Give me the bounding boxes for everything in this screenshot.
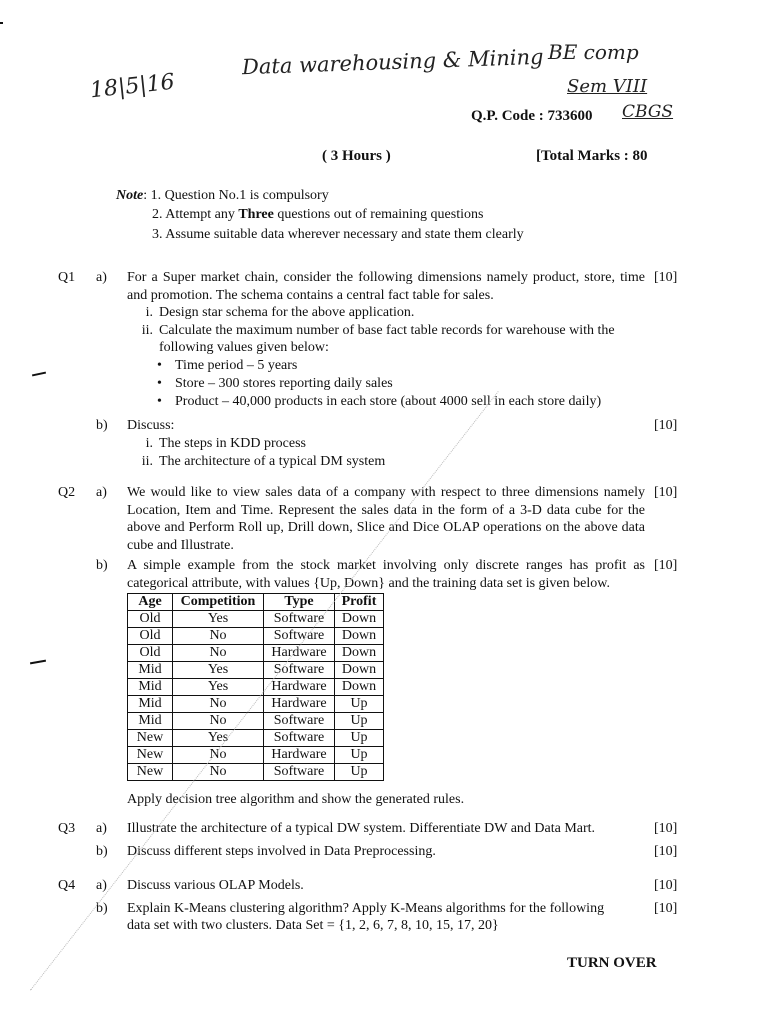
q4b-text-line-2: data set with two clusters. Data Set = {1, 2, 6, 7, 8, 10, 15, 17, 20} — [127, 918, 499, 933]
table-cell: No — [173, 645, 264, 662]
q1b-sub-2-num: ii. — [141, 454, 153, 469]
q2a-part: a) — [96, 485, 107, 500]
q2b-after-text: Apply decision tree algorithm and show the generated rules. — [127, 792, 465, 807]
q1a-sub-2-cont-text: following values given below: — [159, 340, 329, 355]
q4b-text-line-1: Explain K-Means clustering algorithm? Apply K-Means algorithms for the following — [127, 901, 605, 916]
q1a-sub-2 — [133, 322, 615, 340]
q2b-marks: [10] — [654, 558, 678, 573]
note-colon: : — [143, 188, 151, 203]
note-item-2-prefix: 2. Attempt any — [152, 207, 239, 222]
training-data-table — [127, 593, 384, 781]
q3a-marks: [10] — [654, 821, 678, 836]
table-cell: Hardware — [264, 679, 335, 696]
table-cell: Hardware — [264, 696, 335, 713]
table-cell: Software — [264, 662, 335, 679]
q2b-part: b) — [96, 558, 108, 573]
q1a-bullet-2 — [157, 375, 393, 393]
handwritten-semester: Sem VIII — [567, 76, 648, 97]
q3-label: Q3 — [58, 821, 76, 836]
handwritten-date: 18|5|16 — [88, 69, 176, 104]
note-item-2 — [152, 206, 483, 224]
q1a-sub-1-num: i. — [145, 305, 153, 320]
table-row — [128, 611, 384, 628]
q2a-marks: [10] — [654, 485, 678, 500]
handwritten-subject: Data warehousing & Mining — [241, 44, 544, 80]
table-cell: Yes — [173, 730, 264, 747]
table-cell: Software — [264, 713, 335, 730]
note-item-2-suffix: questions out of remaining questions — [273, 207, 484, 222]
q4a-part: a) — [96, 878, 107, 893]
q1b-text: Discuss: — [127, 418, 175, 433]
total-marks: [Total Marks : 80 — [536, 148, 648, 164]
table-row — [128, 713, 384, 730]
q2b-text: A simple example from the stock market involving only discrete ranges has profit as categorical attribute, with values {Up, Down} and the training data set is given below. — [127, 558, 645, 591]
q1a-bullet-3-text: Product – 40,000 products in each store (about 4000 sell in each store daily) — [175, 394, 602, 409]
q1a-text: For a Super market chain, consider the following dimensions namely product, store, time and promotion. The schema contains a central fact table for sales. — [127, 270, 645, 303]
q1a-marks: [10] — [654, 270, 678, 285]
table-cell: Hardware — [264, 645, 335, 662]
table-cell: Mid — [128, 679, 173, 696]
margin-dash-mark — [30, 660, 46, 665]
table-header-age: Age — [128, 594, 173, 611]
q4a-marks: [10] — [654, 878, 678, 893]
handwritten-course: BE comp — [548, 40, 639, 64]
table-cell: Software — [264, 764, 335, 781]
table-cell: Mid — [128, 713, 173, 730]
table-row — [128, 662, 384, 679]
table-cell: Old — [128, 645, 173, 662]
q4a-text: Discuss various OLAP Models. — [127, 878, 304, 893]
q1b-part: b) — [96, 418, 108, 433]
q3b-marks: [10] — [654, 844, 678, 859]
q1b-sub-1 — [133, 435, 306, 453]
q1a-bullet-1 — [157, 357, 297, 375]
table-cell: Software — [264, 611, 335, 628]
q3b-text: Discuss different steps involved in Data Preprocessing. — [127, 844, 436, 859]
table-cell: Up — [335, 696, 384, 713]
q1a-sub-1 — [133, 304, 414, 322]
table-cell: Old — [128, 628, 173, 645]
note-line-1 — [116, 187, 329, 205]
bullet-icon: • — [157, 394, 162, 409]
q3a-part: a) — [96, 821, 107, 836]
table-cell: Down — [335, 628, 384, 645]
note-item-2-bold: Three — [238, 207, 274, 222]
bullet-icon: • — [157, 358, 162, 373]
table-cell: No — [173, 764, 264, 781]
q1b-sub-2 — [133, 453, 385, 471]
qp-code: Q.P. Code : 733600 — [471, 108, 593, 124]
table-cell: No — [173, 628, 264, 645]
table-cell: Down — [335, 645, 384, 662]
turn-over: TURN OVER — [567, 955, 657, 971]
q1b-sub-1-num: i. — [145, 436, 153, 451]
table-cell: Yes — [173, 679, 264, 696]
table-cell: New — [128, 747, 173, 764]
table-cell: No — [173, 747, 264, 764]
q1a-bullet-1-text: Time period – 5 years — [175, 358, 298, 373]
table-cell: Up — [335, 764, 384, 781]
table-cell: Software — [264, 730, 335, 747]
q4b-part: b) — [96, 901, 108, 916]
table-cell: Mid — [128, 696, 173, 713]
table-cell: Yes — [173, 662, 264, 679]
q1-label: Q1 — [58, 270, 76, 285]
q1a-part: a) — [96, 270, 107, 285]
table-row — [128, 628, 384, 645]
table-cell: Down — [335, 679, 384, 696]
corner-dot-mark — [0, 22, 3, 24]
table-row — [128, 730, 384, 747]
table-row — [128, 679, 384, 696]
handwritten-scheme: CBGS — [622, 102, 674, 122]
q4-label: Q4 — [58, 878, 76, 893]
table-cell: No — [173, 713, 264, 730]
q4b-marks: [10] — [654, 901, 678, 916]
table-header-type: Type — [264, 594, 335, 611]
q1a-sub-1-text: Design star schema for the above application. — [159, 305, 415, 320]
q2-label: Q2 — [58, 485, 76, 500]
table-row — [128, 747, 384, 764]
bullet-icon: • — [157, 376, 162, 391]
q1a-bullet-2-text: Store – 300 stores reporting daily sales — [175, 376, 393, 391]
note-item-1: 1. Question No.1 is compulsory — [150, 188, 329, 203]
q1b-marks: [10] — [654, 418, 678, 433]
table-cell: New — [128, 730, 173, 747]
q2a-text: We would like to view sales data of a company with respect to three dimensions namely Location, Item and Time. Represent the sales data in the form of a 3-D data cube for the above and Perform Roll up, Drill down, Slice and Dice OLAP operations on the above data cube and Illustrate. — [127, 485, 645, 553]
table-header-row — [128, 594, 384, 611]
table-row — [128, 764, 384, 781]
table-cell: Up — [335, 747, 384, 764]
table-cell: Down — [335, 611, 384, 628]
table-cell: Yes — [173, 611, 264, 628]
margin-dash-mark — [32, 372, 46, 377]
table-cell: Up — [335, 713, 384, 730]
table-header-competition: Competition — [173, 594, 264, 611]
table-cell: Old — [128, 611, 173, 628]
table-cell: No — [173, 696, 264, 713]
q1a-sub-2-text: Calculate the maximum number of base fact table records for warehouse with the — [159, 323, 615, 338]
note-item-3: 3. Assume suitable data wherever necessary and state them clearly — [152, 227, 524, 242]
q1b-sub-1-text: The steps in KDD process — [159, 436, 306, 451]
q3b-part: b) — [96, 844, 108, 859]
table-cell: Mid — [128, 662, 173, 679]
q1a-bullet-3 — [157, 393, 601, 411]
duration: ( 3 Hours ) — [322, 148, 391, 164]
q3a-text: Illustrate the architecture of a typical DW system. Differentiate DW and Data Mart. — [127, 821, 596, 836]
table-cell: Hardware — [264, 747, 335, 764]
table-cell: Software — [264, 628, 335, 645]
table-cell: Up — [335, 730, 384, 747]
note-label: Note — [116, 188, 144, 203]
table-cell: Down — [335, 662, 384, 679]
table-header-profit: Profit — [335, 594, 384, 611]
q1b-sub-2-text: The architecture of a typical DM system — [159, 454, 386, 469]
q1a-sub-2-cont — [133, 339, 329, 357]
table-row — [128, 645, 384, 662]
table-cell: New — [128, 764, 173, 781]
q1a-sub-2-num: ii. — [141, 323, 153, 338]
